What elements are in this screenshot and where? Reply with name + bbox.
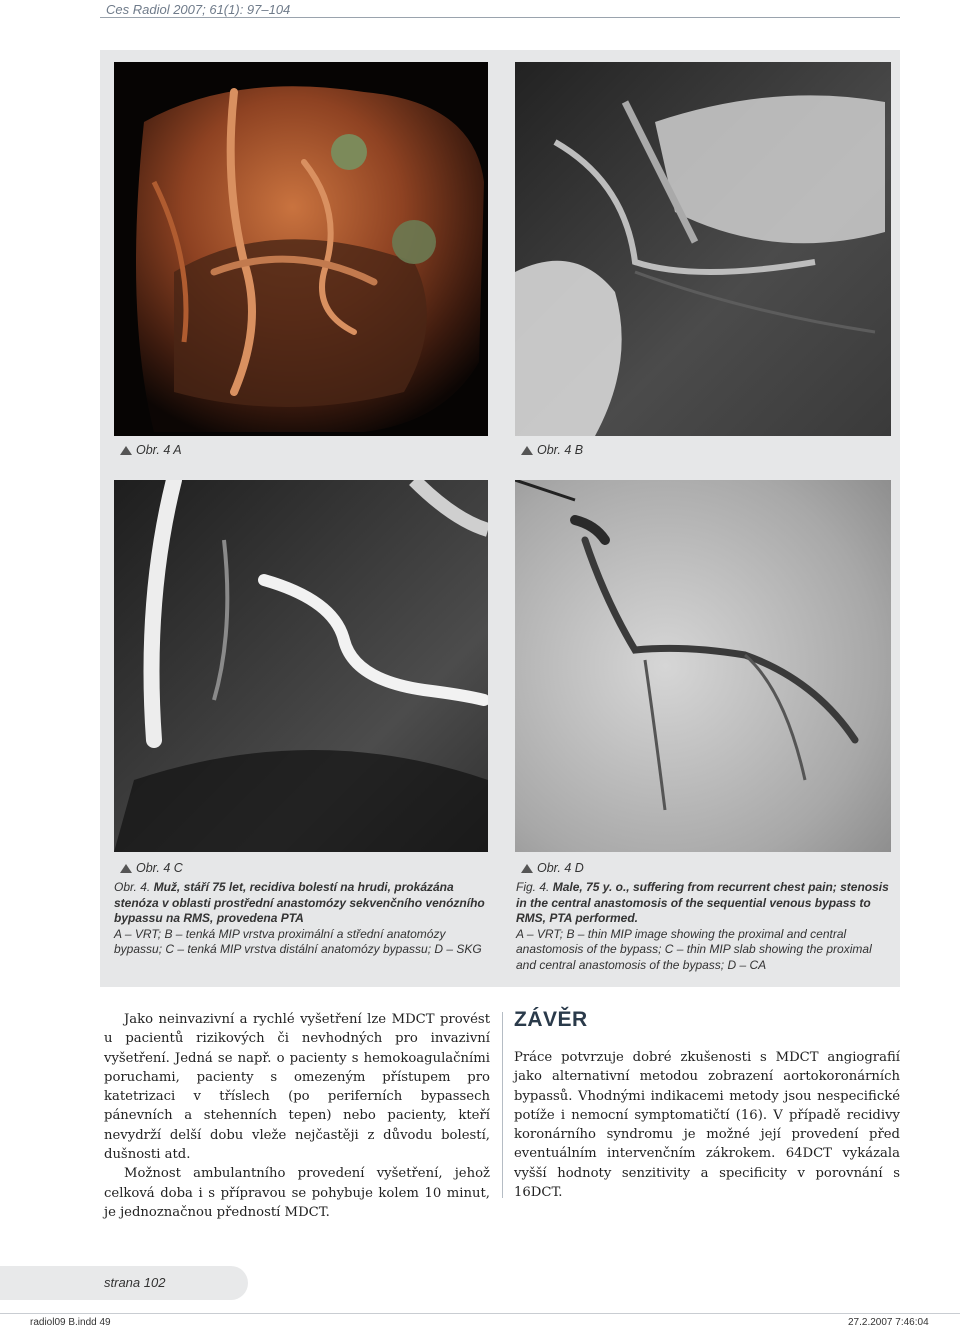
triangle-icon — [120, 864, 132, 873]
figure-panel — [100, 50, 900, 987]
figure-image-d — [515, 480, 891, 852]
vrt-heart-image — [114, 62, 488, 436]
print-slug-date: 27.2.2007 7:46:04 — [848, 1317, 929, 1328]
section-heading-conclusion: ZÁVĚR — [514, 1008, 588, 1031]
body-paragraph: Jako neinvazivní a rychlé vyšetření lze MDCT provést u pacientů rizikových či nevhodných pro invazivní vyšetření. Jedná se např. o pacienty s hemokoagulačními poruchami, pacienty s omezeným přístupem pro katetrizaci v tříslech (po periferních bypassech pánevních a stehenních tepen) nebo pacienty, kteří nevydrží delší dobu vleže nejčastěji z důvodu bolestí, dušnosti atd. — [104, 1012, 490, 1163]
print-slug-file: radiol09 B.indd 49 — [30, 1317, 111, 1328]
triangle-icon — [120, 446, 132, 455]
triangle-icon — [521, 446, 533, 455]
figure-image-b — [515, 62, 891, 436]
journal-citation: Ces Radiol 2007; 61(1): 97–104 — [106, 2, 291, 17]
triangle-icon — [521, 864, 533, 873]
mip-image-c — [114, 480, 488, 852]
column-divider — [502, 1012, 503, 1198]
figure-image-c — [114, 480, 488, 852]
figure-caption-cz: Obr. 4. Muž, stáří 75 let, recidiva bolestí na hrudi, prokázána stenóza v oblasti prostřední anastomózy sekvenčního venózního bypassu na RMS, provedena PTA A – VRT; B – tenká MIP vrstva proximální a střední anatomózy bypassu; C – tenká MIP vrstva distální anatomózy bypassu; D – SKG — [114, 880, 485, 956]
figure-image-a — [114, 62, 488, 436]
header-rule — [100, 17, 900, 18]
page-number: strana 102 — [104, 1275, 166, 1290]
body-paragraph: Možnost ambulantního provedení vyšetření, jehož celková doba i s přípravou se pohybuje kolem 10 minut, je jednoznačnou předností MDCT. — [104, 1166, 490, 1220]
angiography-image-d — [515, 480, 891, 852]
panel-label-c: Obr. 4 C — [120, 861, 183, 875]
panel-label-a: Obr. 4 A — [120, 443, 182, 457]
footer-rule — [0, 1313, 960, 1314]
body-column-right — [514, 1048, 900, 1202]
panel-label-d: Obr. 4 D — [521, 861, 584, 875]
figure-caption-en: Fig. 4. Male, 75 y. o., suffering from recurrent chest pain; stenosis in the central anastomosis of the sequential venous bypass to RMS, PTA performed. A – VRT; B – thin MIP image showing the proximal and central anastomosis of the bypass; C – thin MIP slab showing the proximal and central anastomosis of the bypass; D – CA — [516, 880, 889, 972]
body-column-left — [104, 1010, 490, 1222]
mip-image-b — [515, 62, 891, 436]
body-paragraph: Práce potvrzuje dobré zkušenosti s MDCT angiografií jako alternativní metodou zobrazení aortokoronárních bypassů. Vhodnými indikacemi metody jsou nespecifické potíže i nemocní symptomatičtí (16). V případě recidivy koronárního syndromu je možné její provedení před eventuálním intervenčním zákrokem. 64DCT vykázala vyšší hodnoty senzitivity a specificity v porovnání s 16DCT. — [514, 1050, 900, 1201]
panel-label-b: Obr. 4 B — [521, 443, 583, 457]
